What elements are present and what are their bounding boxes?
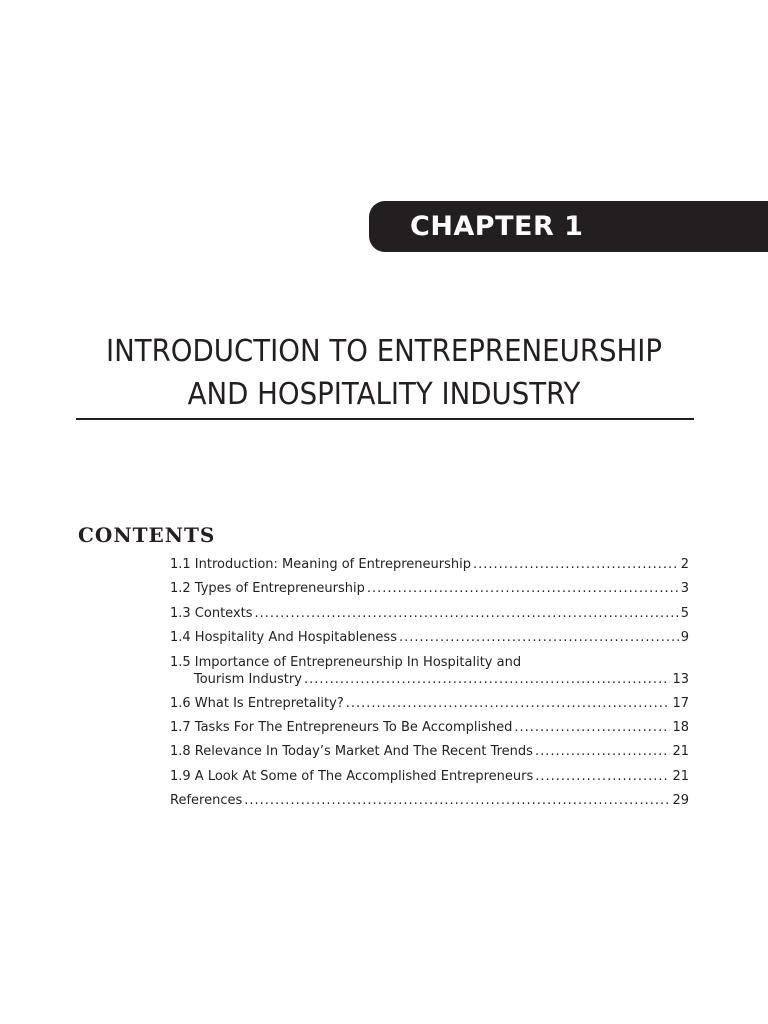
toc-entry-1-9[interactable]: [170, 768, 689, 792]
toc-leader-dots: [473, 556, 679, 573]
toc-entry-page: 29: [672, 793, 689, 809]
toc-entry-label: 1.2 Types of Entrepreneurship: [170, 581, 365, 597]
toc-entry-1-2[interactable]: [170, 580, 689, 604]
toc-entry-label: 1.9 A Look At Some of The Accomplished Entrepreneurs: [170, 768, 534, 784]
toc-entry-label: 1.6 What Is Entrepretality?: [170, 695, 344, 711]
toc-entry-label: 1.4 Hospitality And Hospitableness: [170, 630, 397, 646]
toc-entry-page: 18: [672, 719, 689, 735]
toc-entry-page: 2: [680, 557, 689, 572]
toc-entry-page: 9: [680, 630, 689, 646]
chapter-tab: [369, 201, 768, 252]
toc-leader-dots: [255, 605, 679, 622]
toc-leader-dots: [367, 580, 679, 597]
toc-entry-page: 17: [672, 695, 689, 711]
toc-entry-label: 1.8 Relevance In Today’s Market And The Recent Trends: [170, 744, 533, 760]
toc-entry-label: 1.7 Tasks For The Entrepreneurs To Be Accomplished: [170, 719, 513, 735]
toc-entry-references[interactable]: [170, 792, 689, 816]
toc-leader-dots: [535, 768, 670, 785]
toc-entry-label: 1.3 Contexts: [170, 605, 253, 621]
toc-leader-dots: [346, 695, 671, 712]
toc-entry-label-line-2: Tourism Industry: [194, 671, 302, 687]
table-of-contents: [170, 556, 689, 817]
chapter-title: [86, 330, 682, 416]
toc-leader-dots: [514, 719, 670, 736]
toc-entry-page: 21: [672, 744, 689, 760]
toc-entry-page: 3: [680, 581, 689, 597]
toc-entry-page: 13: [672, 671, 689, 687]
chapter-title-line-2: AND HOSPITALITY INDUSTRY: [187, 377, 581, 412]
toc-entry-1-3[interactable]: [170, 605, 689, 629]
toc-entry-label: References: [170, 793, 243, 809]
toc-entry-1-4[interactable]: [170, 629, 689, 653]
contents-heading: CONTENTS: [78, 523, 216, 547]
toc-entry-page: 5: [680, 605, 689, 621]
toc-leader-dots: [399, 629, 679, 646]
toc-entry-1-5[interactable]: [170, 654, 689, 688]
toc-entry-label-line-1: 1.5 Importance of Entrepreneurship In Hospitality and: [170, 654, 522, 670]
toc-leader-dots: [244, 792, 670, 809]
toc-entry-1-8[interactable]: [170, 743, 689, 767]
toc-entry-label: 1.1 Introduction: Meaning of Entrepreneurship: [170, 557, 471, 572]
toc-leader-dots: [304, 671, 671, 688]
toc-leader-dots: [535, 743, 671, 760]
toc-entry-1-1[interactable]: [170, 556, 689, 580]
chapter-title-line-1: INTRODUCTION TO ENTREPRENEURSHIP: [105, 334, 663, 369]
title-divider: [76, 418, 694, 420]
chapter-label: CHAPTER 1: [410, 211, 584, 242]
toc-entry-page: 21: [672, 768, 689, 784]
toc-entry-1-7[interactable]: [170, 719, 689, 743]
toc-entry-1-6[interactable]: [170, 695, 689, 719]
